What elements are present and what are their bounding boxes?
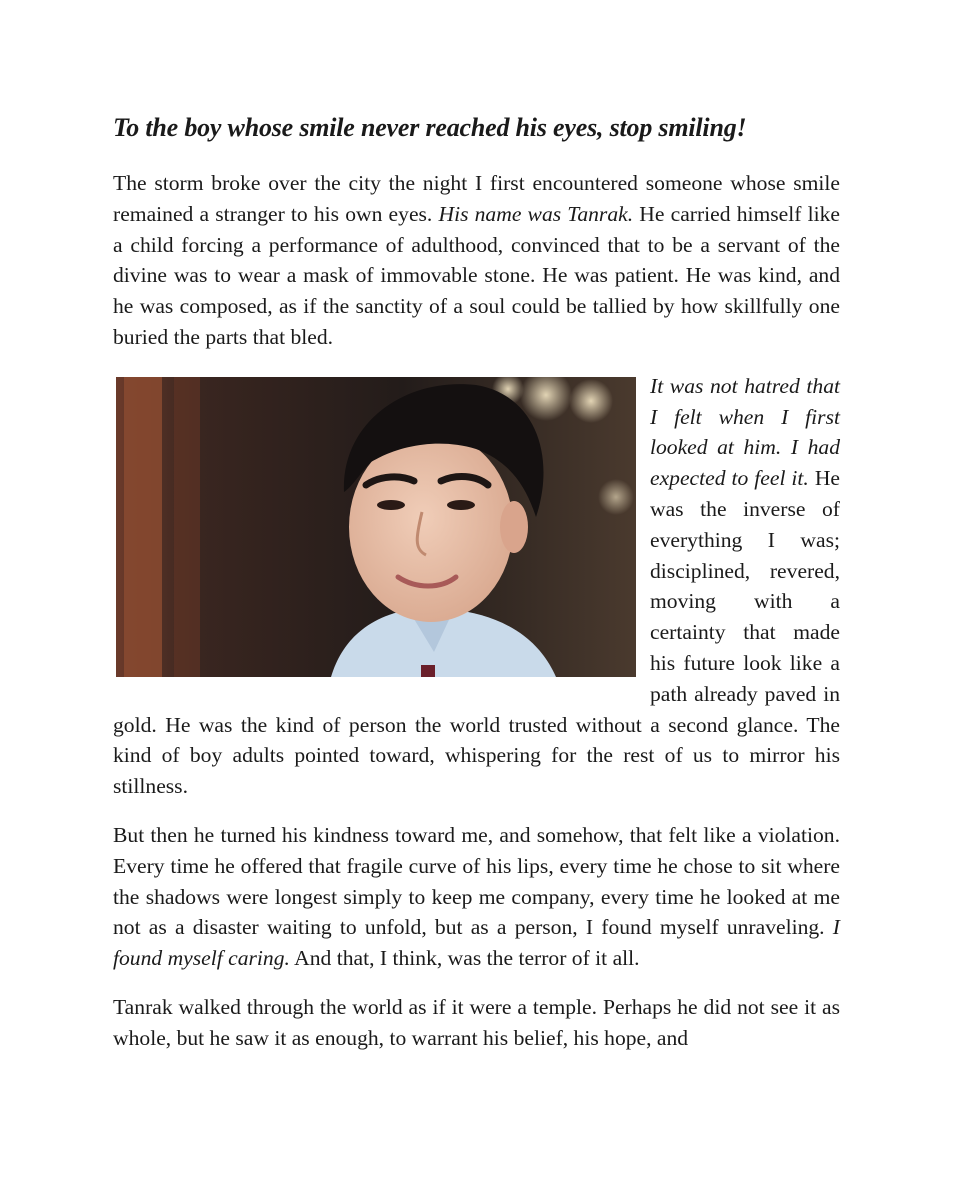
paragraph-1-text-a: The storm broke over the city the night I first encountered someone whose smile remained a stranger to his own eyes. bbox=[113, 171, 840, 226]
paragraph-3-text-c: And that, I think, was the terror of it all. bbox=[289, 946, 640, 971]
paragraph-4-text: Tanrak walked through the world as if it were a temple. Perhaps he did not see it as whole, but he saw it as enough, to warrant his belief, his hope, and bbox=[113, 994, 840, 1050]
paragraph-1-italic: His name was Tanrak. bbox=[438, 201, 634, 226]
paragraph-4 bbox=[113, 992, 840, 1054]
paragraph-2-text: He was the inverse of everything I was; disciplined, revered, moving with a certainty that made his future look like a path already paved in gold. He was the kind of person the world trusted without a second glance. The kind of boy adults pointed toward, whispering for the rest of us to mirror his stillness. bbox=[113, 466, 841, 799]
paragraph-3-italic: I found myself caring. bbox=[113, 915, 840, 971]
paragraph-2 bbox=[113, 371, 840, 802]
article-title: To the boy whose smile never reached his eyes, stop smiling! bbox=[113, 113, 747, 142]
portrait-photo bbox=[116, 377, 636, 677]
paragraph-1-text-c: He carried himself like a child forcing a performance of adulthood, convinced that to be a servant of the divine was to wear a mask of immovable stone. He was patient. He was kind, and he was composed, as if the sanctity of a soul could be tallied by how skillfully one buried the parts that bled. bbox=[113, 201, 840, 349]
paragraph-2-italic: It was not hatred that I felt when I first looked at him. I had expected to feel it. bbox=[650, 373, 840, 491]
paragraph-1 bbox=[113, 168, 840, 353]
portrait-image bbox=[116, 377, 636, 677]
article bbox=[113, 108, 840, 1072]
paragraph-3 bbox=[113, 820, 840, 974]
paragraph-3-text-a: But then he turned his kindness toward me, and somehow, that felt like a violation. Every time he offered that fragile curve of his lips, every time he chose to sit where the shadows were longest simply to keep me company, every time he looked at me not as a disaster waiting to unfold, but as a person, I found myself unraveling. bbox=[113, 822, 840, 940]
